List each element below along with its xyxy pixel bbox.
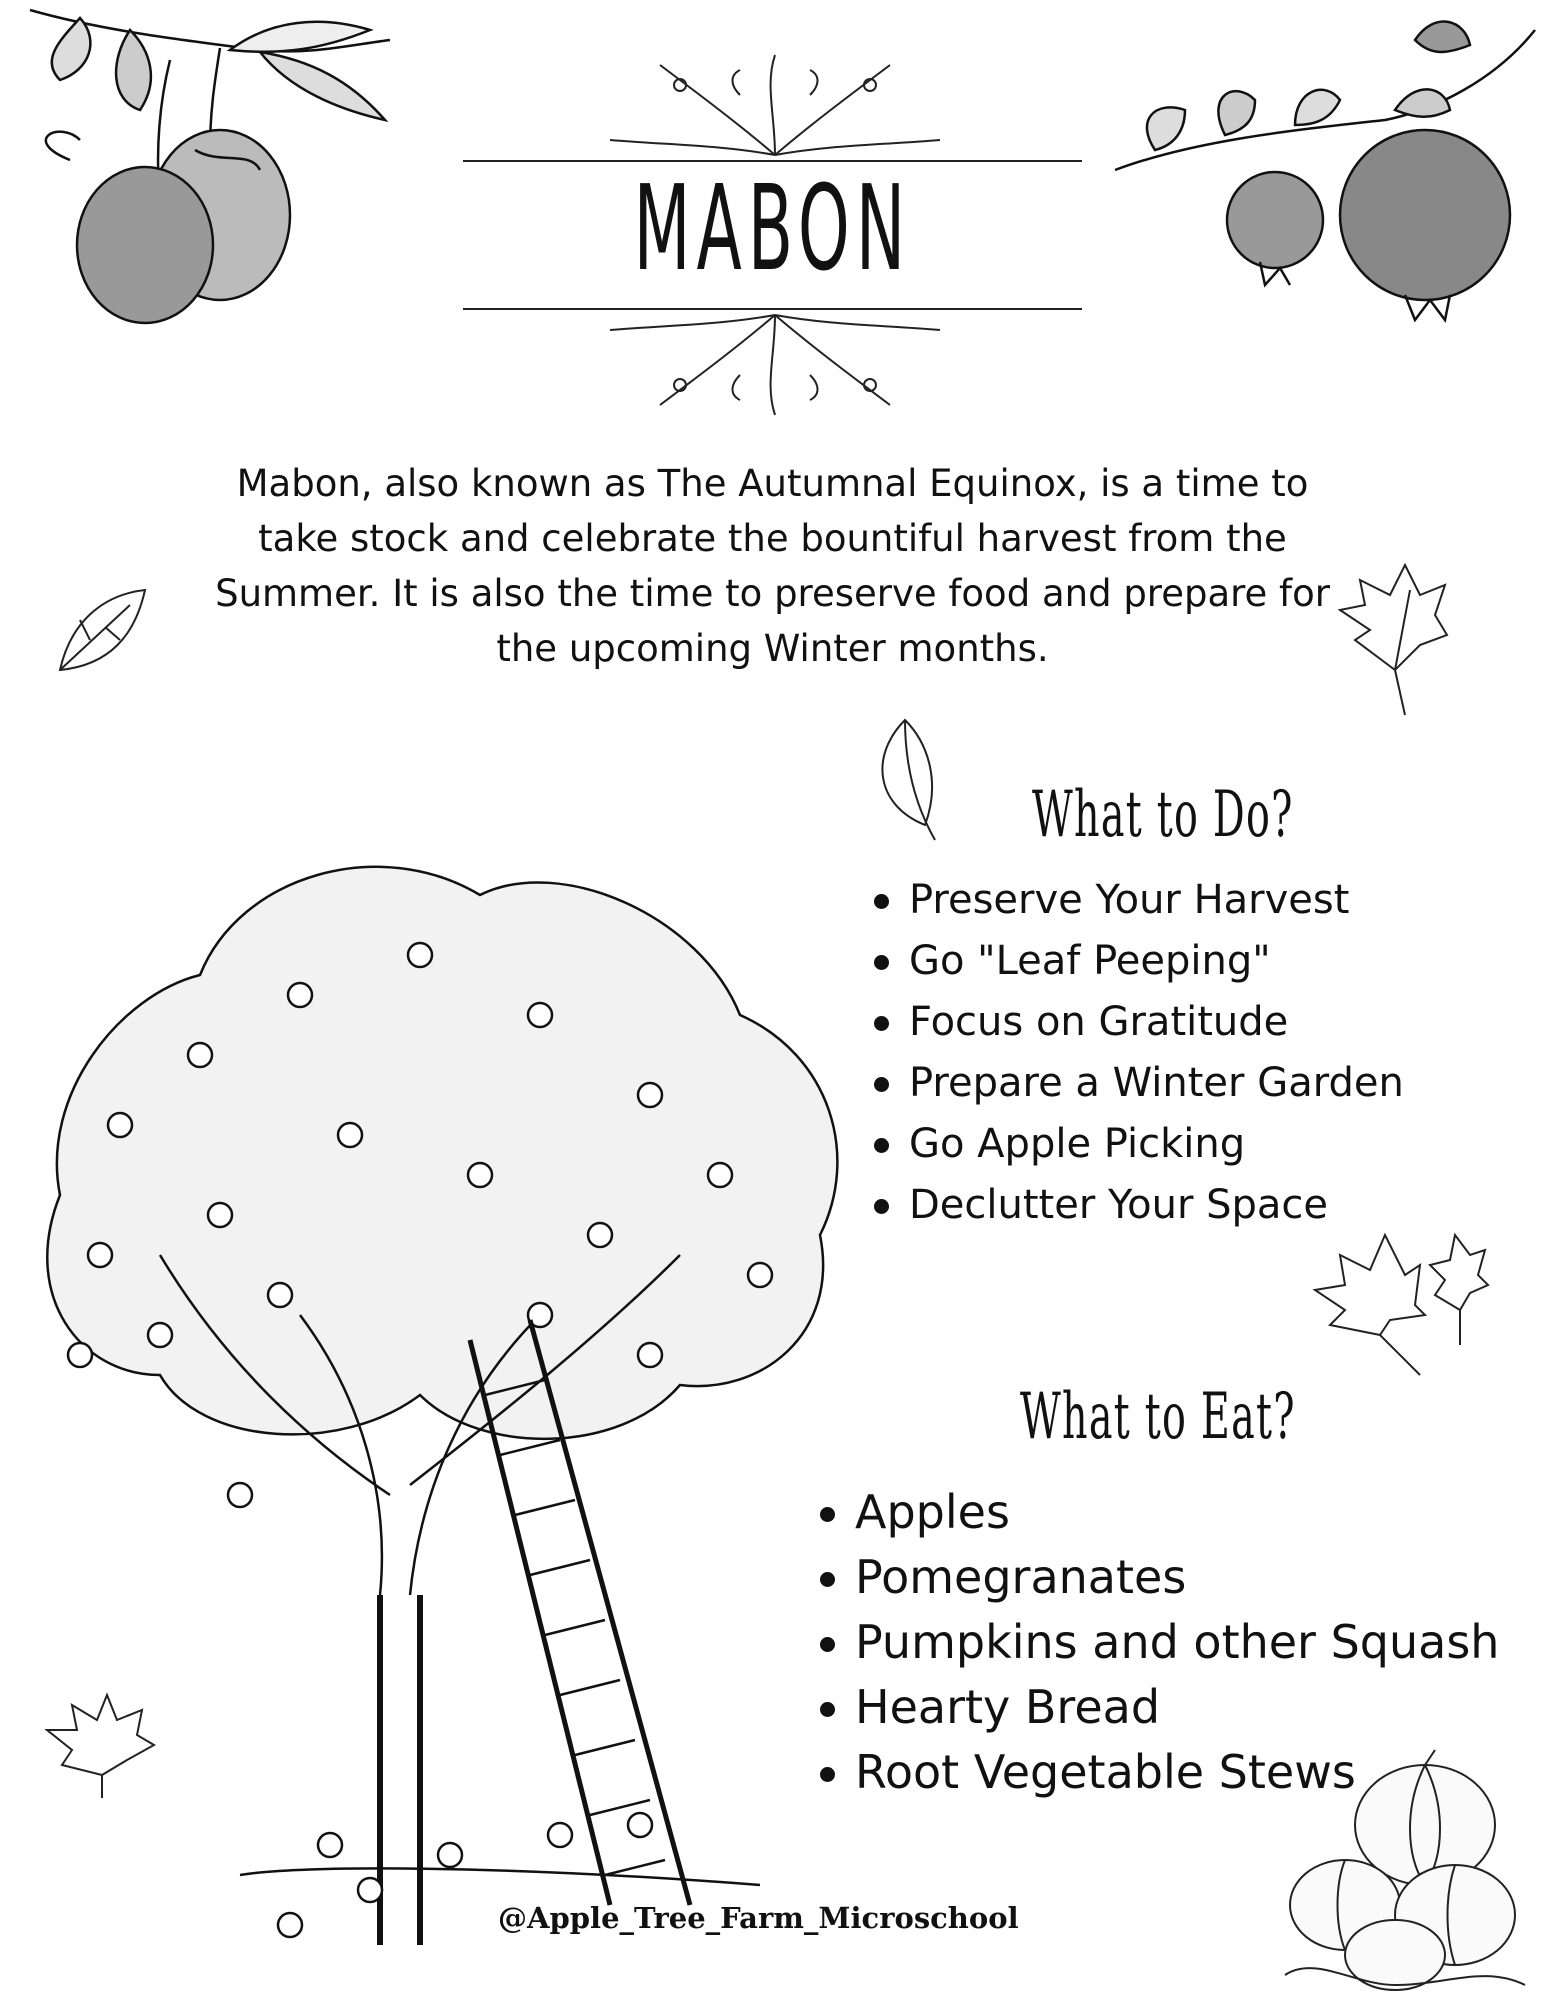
intro-paragraph: Mabon, also known as The Autumnal Equinox, is a time to take stock and celebrate the bountiful harvest from the Summer. It is also the time to preserve food and prepare for the upcoming Winter months. xyxy=(215,462,1330,670)
title-bottom-rule xyxy=(463,308,1082,310)
what-to-do-list xyxy=(872,870,1404,1236)
pomegranate-branch-icon xyxy=(1095,0,1545,340)
list-item: Hearty Bread xyxy=(818,1675,1499,1740)
list-item: Go "Leaf Peeping" xyxy=(872,931,1404,992)
maple-leaf-icon xyxy=(1310,1215,1490,1380)
leaf-icon xyxy=(870,715,940,845)
what-to-eat-heading: What to Eat? xyxy=(1020,1380,1296,1454)
list-item: Go Apple Picking xyxy=(872,1114,1404,1175)
list-item: Apples xyxy=(818,1480,1499,1545)
page-title: MABON xyxy=(633,159,912,297)
list-item: Pomegranates xyxy=(818,1545,1499,1610)
list-item: Preserve Your Harvest xyxy=(872,870,1404,931)
list-item: Pumpkins and other Squash xyxy=(818,1610,1499,1675)
leaf-icon xyxy=(50,585,150,680)
maple-leaf-icon xyxy=(1335,560,1450,720)
list-item: Focus on Gratitude xyxy=(872,992,1404,1053)
list-item: Declutter Your Space xyxy=(872,1175,1404,1236)
list-item: Root Vegetable Stews xyxy=(818,1740,1499,1805)
maple-leaf-icon xyxy=(42,1690,157,1800)
list-item: Prepare a Winter Garden xyxy=(872,1053,1404,1114)
what-to-do-heading: What to Do? xyxy=(1032,778,1294,852)
pumpkins-icon xyxy=(1275,1745,1535,1995)
footer-handle: @Apple_Tree_Farm_Microschool xyxy=(498,1901,1019,1935)
apple-branch-icon xyxy=(20,0,400,345)
